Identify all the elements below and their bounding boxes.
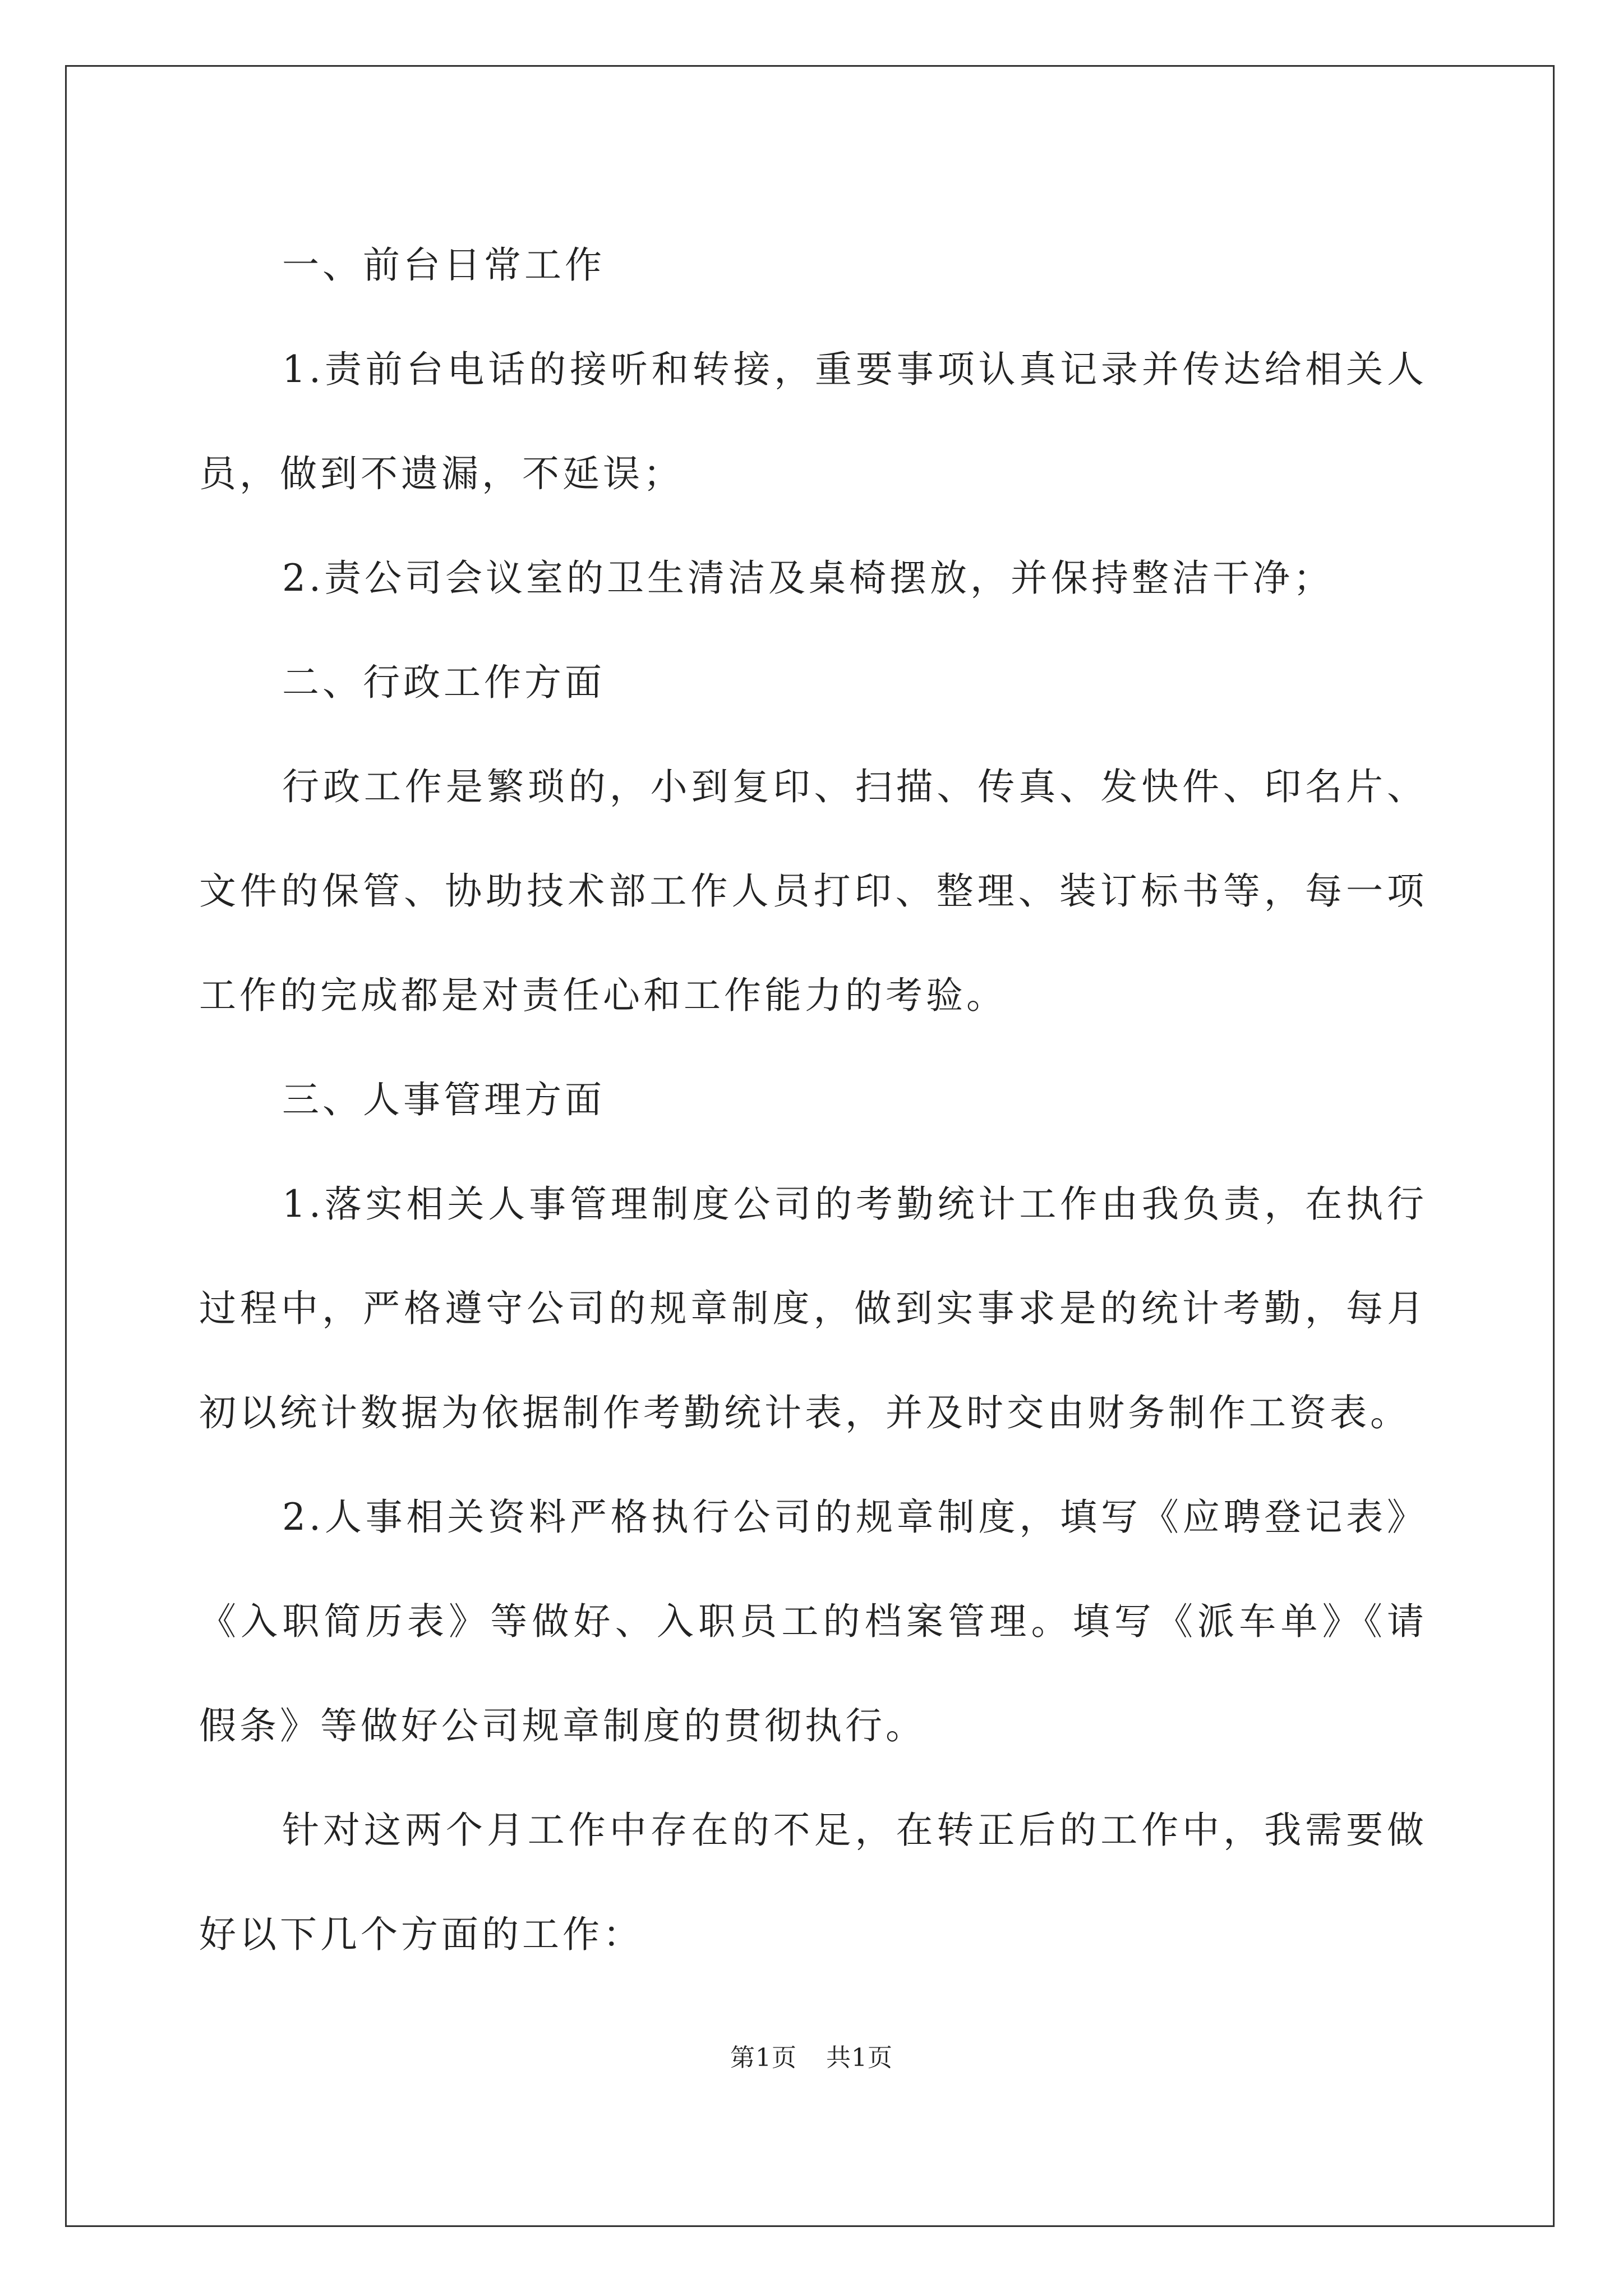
paragraph-hr-records: 2.人事相关资料严格执行公司的规章制度，填写《应聘登记表》《入职简历表》等做好、入职员工的档案管理。填写《派车单》《请假条》等做好公司规章制度的贯彻执行。 xyxy=(199,1496,1427,1747)
paragraph-admin-work: 行政工作是繁琐的，小到复印、扫描、传真、发快件、印名片、文件的保管、协助技术部工作人员打印、整理、装订标书等，每一项工作的完成都是对责任心和工作能力的考验。 xyxy=(199,765,1427,1017)
section-heading-hr: 三、人事管理方面 xyxy=(282,1078,605,1121)
document-body xyxy=(199,213,1427,1987)
page-total: 共1页 xyxy=(826,2044,893,2072)
paragraph-attendance: 1.落实相关人事管理制度公司的考勤统计工作由我负责，在执行过程中，严格遵守公司的规章制度，做到实事求是的统计考勤，每月初以统计数据为依据制作考勤统计表，并及时交由财务制作工资表。 xyxy=(199,1182,1427,1434)
section-heading-front-desk: 一、前台日常工作 xyxy=(282,243,605,287)
paragraph-improvements: 针对这两个月工作中存在的不足，在转正后的工作中，我需要做好以下几个方面的工作： xyxy=(199,1809,1427,1956)
page-footer xyxy=(0,2037,1623,2073)
paragraph-phone-duty: 1.责前台电话的接听和转接，重要事项认真记录并传达给相关人员，做到不遗漏，不延误； xyxy=(199,348,1427,495)
page-number: 第1页 xyxy=(730,2044,797,2072)
paragraph-meeting-room: 2.责公司会议室的卫生清洁及桌椅摆放，并保持整洁干净； xyxy=(282,556,1334,600)
section-heading-admin: 二、行政工作方面 xyxy=(282,661,605,704)
